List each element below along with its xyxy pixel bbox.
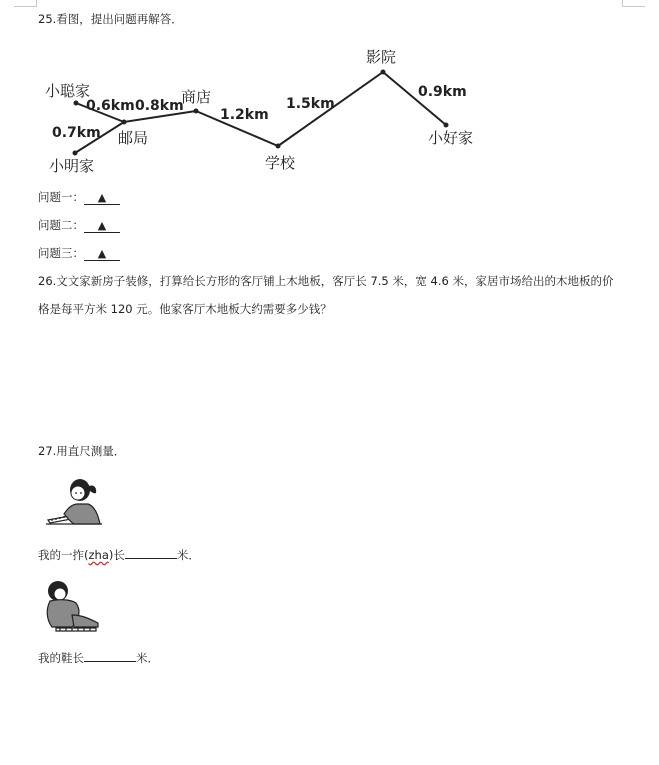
distance-xiaocong-post: 0.6km	[86, 98, 135, 114]
question-3-label: 问题三：	[38, 246, 84, 260]
point-post	[122, 120, 127, 125]
question-2-label: 问题二：	[38, 218, 84, 232]
distance-shop-school: 1.2km	[220, 107, 269, 123]
hand-span-unit: 米．	[176, 548, 200, 562]
page-corner-mark-left	[14, 0, 37, 7]
hand-span-answer-blank[interactable]	[125, 547, 177, 559]
label-shop: 商店	[181, 88, 212, 106]
pinyin-zha: zha	[88, 548, 109, 562]
point-cinema	[381, 70, 386, 75]
distance-xiaoming-post: 0.7km	[52, 125, 101, 141]
question-2-answer-blank[interactable]: ▲	[84, 220, 120, 233]
hand-span-text-middle: )长	[108, 548, 125, 562]
shoe-length-answer-blank[interactable]	[84, 650, 136, 662]
point-xiaohao	[444, 123, 449, 128]
question-1-answer-blank[interactable]: ▲	[84, 192, 120, 205]
q26-text: 26.文文家新房子装修，打算给长方形的客厅铺上木地板，客厅长 7.5 米，宽 4.6 米，家居市场给出的木地板的价格是每平方米 120 元。他家客厅木地板大约需要多少钱？	[38, 274, 614, 316]
question-1	[38, 190, 120, 205]
point-xiaocong	[74, 101, 79, 106]
label-xiaohao: 小好家	[428, 129, 474, 147]
point-xiaoming	[73, 151, 78, 156]
route-map-diagram	[40, 40, 500, 180]
distance-post-shop: 0.8km	[135, 98, 184, 114]
question-1-label: 问题一：	[38, 190, 84, 204]
point-school	[276, 144, 281, 149]
point-shop	[194, 109, 199, 114]
label-cinema: 影院	[366, 48, 397, 66]
question-3-answer-blank[interactable]: ▲	[84, 248, 120, 261]
q25-title: 25.看图，提出问题再解答．	[38, 12, 183, 26]
distance-school-cinema: 1.5km	[286, 96, 335, 112]
label-post: 邮局	[118, 129, 149, 147]
shoe-length-unit: 米．	[136, 651, 159, 665]
question-3	[38, 246, 120, 261]
shoe-length-line	[38, 650, 159, 665]
q27-title: 27.用直尺测量．	[38, 444, 126, 458]
child-measuring-shoe-illustration	[42, 575, 106, 633]
shoe-length-text: 我的鞋长	[38, 651, 84, 665]
distance-cinema-xiaohao: 0.9km	[418, 84, 467, 100]
label-school: 学校	[265, 154, 296, 172]
hand-span-text-before: 我的一拃(	[38, 548, 89, 562]
label-xiaocong: 小聪家	[45, 82, 91, 100]
page-corner-mark-right	[622, 0, 645, 7]
child-measuring-hand-span-illustration	[42, 470, 108, 530]
hand-span-line	[38, 547, 200, 562]
question-2	[38, 218, 120, 233]
label-xiaoming: 小明家	[49, 157, 95, 175]
